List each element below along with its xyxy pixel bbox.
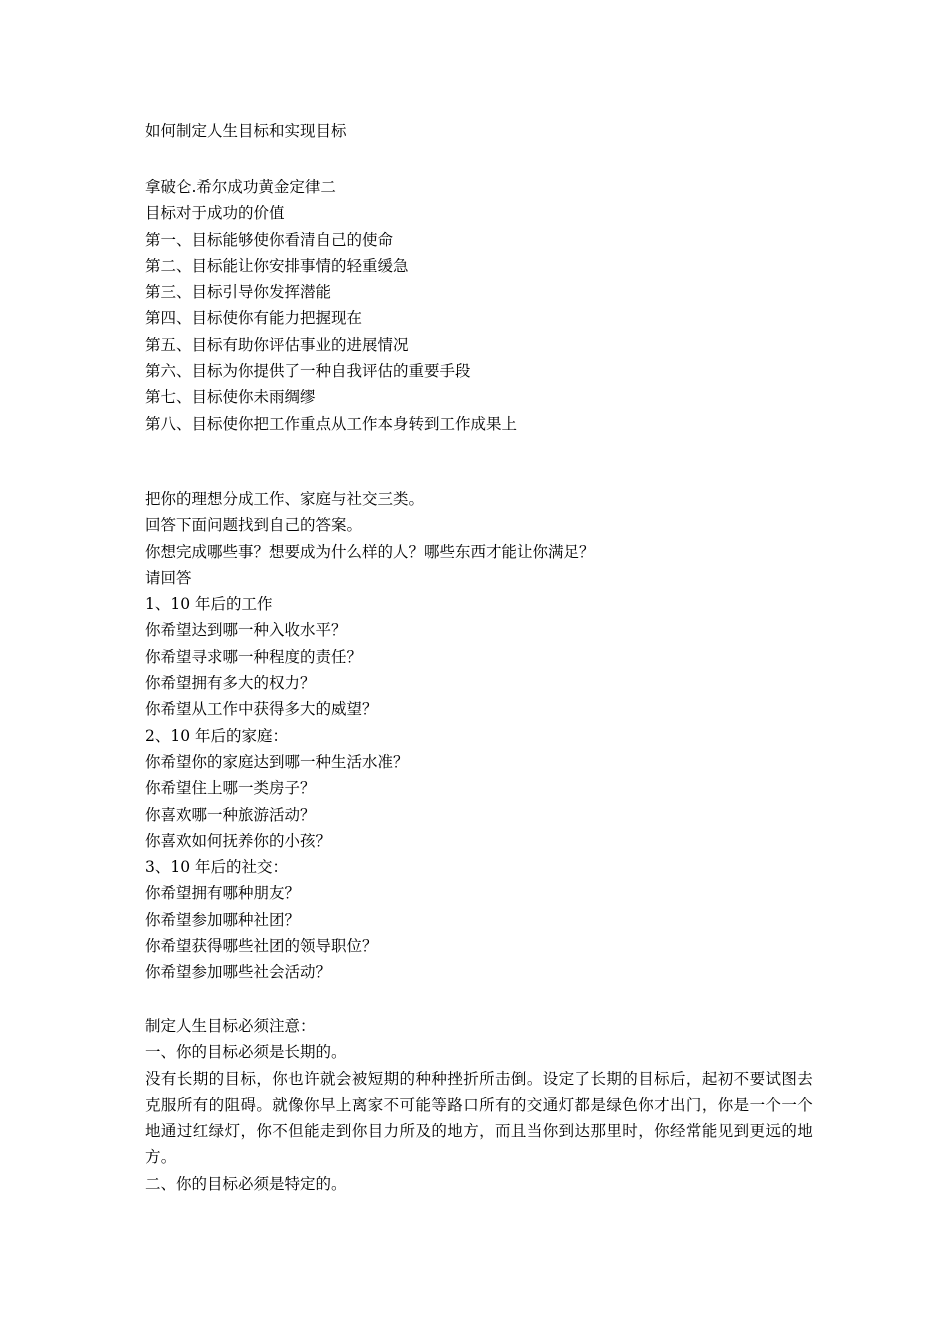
section-notes	[145, 1013, 815, 1197]
intro-line: 请回答	[145, 568, 192, 587]
title-block	[145, 118, 815, 144]
question-line: 你希望住上哪一类房子？	[145, 779, 316, 798]
list-item: 第五、目标有助你评估事业的进展情况	[145, 335, 409, 354]
category-heading-family: 2、10 年后的家庭：	[145, 726, 289, 745]
question-line: 你希望寻求哪一种程度的责任？	[145, 647, 363, 666]
list-item: 第一、目标能够使你看清自己的使命	[145, 230, 394, 249]
list-item: 第四、目标使你有能力把握现在	[145, 309, 363, 328]
list-item: 第六、目标为你提供了一种自我评估的重要手段	[145, 362, 471, 381]
section-questions	[145, 486, 815, 986]
note-paragraph: 没有长期的目标，你也许就会被短期的种种挫折所击倒。设定了长期的目标后，起初不要试图去克服所有的阻碍。就像你早上离家不可能等路口所有的交通灯都是绿色你才出门，你是一个一个地通过红绿灯，你不但能走到你目力所及的地方，而且当你到达那里时，你经常能见到更远的地方。	[145, 1069, 813, 1167]
question-line: 你喜欢哪一种旅游活动？	[145, 805, 316, 824]
question-line: 你希望参加哪种社团？	[145, 910, 301, 929]
question-line: 你希望从工作中获得多大的威望？	[145, 700, 378, 719]
intro-line: 你想完成哪些事？想要成为什么样的人？哪些东西才能让你满足？	[145, 542, 595, 561]
question-line: 你希望拥有哪种朋友？	[145, 884, 301, 903]
intro-line: 回答下面问题找到自己的答案。	[145, 516, 363, 535]
section-subheading: 目标对于成功的价值	[145, 204, 285, 223]
question-line: 你希望你的家庭达到哪一种生活水准？	[145, 752, 409, 771]
intro-line: 把你的理想分成工作、家庭与社交三类。	[145, 490, 425, 508]
section-heading: 拿破仑.希尔成功黄金定律二	[145, 178, 336, 196]
category-heading-social: 3、10 年后的社交：	[145, 858, 289, 877]
question-line: 你希望获得哪些社团的领导职位？	[145, 937, 378, 956]
list-item: 第七、目标使你未雨绸缪	[145, 388, 316, 407]
question-line: 你希望达到哪一种入收水平？	[145, 621, 347, 640]
question-line: 你希望拥有多大的权力？	[145, 674, 316, 693]
list-item: 第二、目标能让你安排事情的轻重缓急	[145, 256, 409, 275]
list-item: 第八、目标使你把工作重点从工作本身转到工作成果上	[145, 414, 518, 433]
question-line: 你喜欢如何抚养你的小孩？	[145, 831, 332, 850]
notes-heading: 制定人生目标必须注意：	[145, 1017, 316, 1035]
section-golden-rule	[145, 174, 815, 437]
document-title: 如何制定人生目标和实现目标	[145, 122, 347, 140]
note-point-1: 一、你的目标必须是长期的。	[145, 1043, 347, 1062]
list-item: 第三、目标引导你发挥潜能	[145, 283, 332, 302]
question-line: 你希望参加哪些社会活动？	[145, 963, 332, 982]
category-heading-work: 1、10 年后的工作	[145, 595, 273, 614]
note-point-2: 二、你的目标必须是特定的。	[145, 1174, 347, 1193]
